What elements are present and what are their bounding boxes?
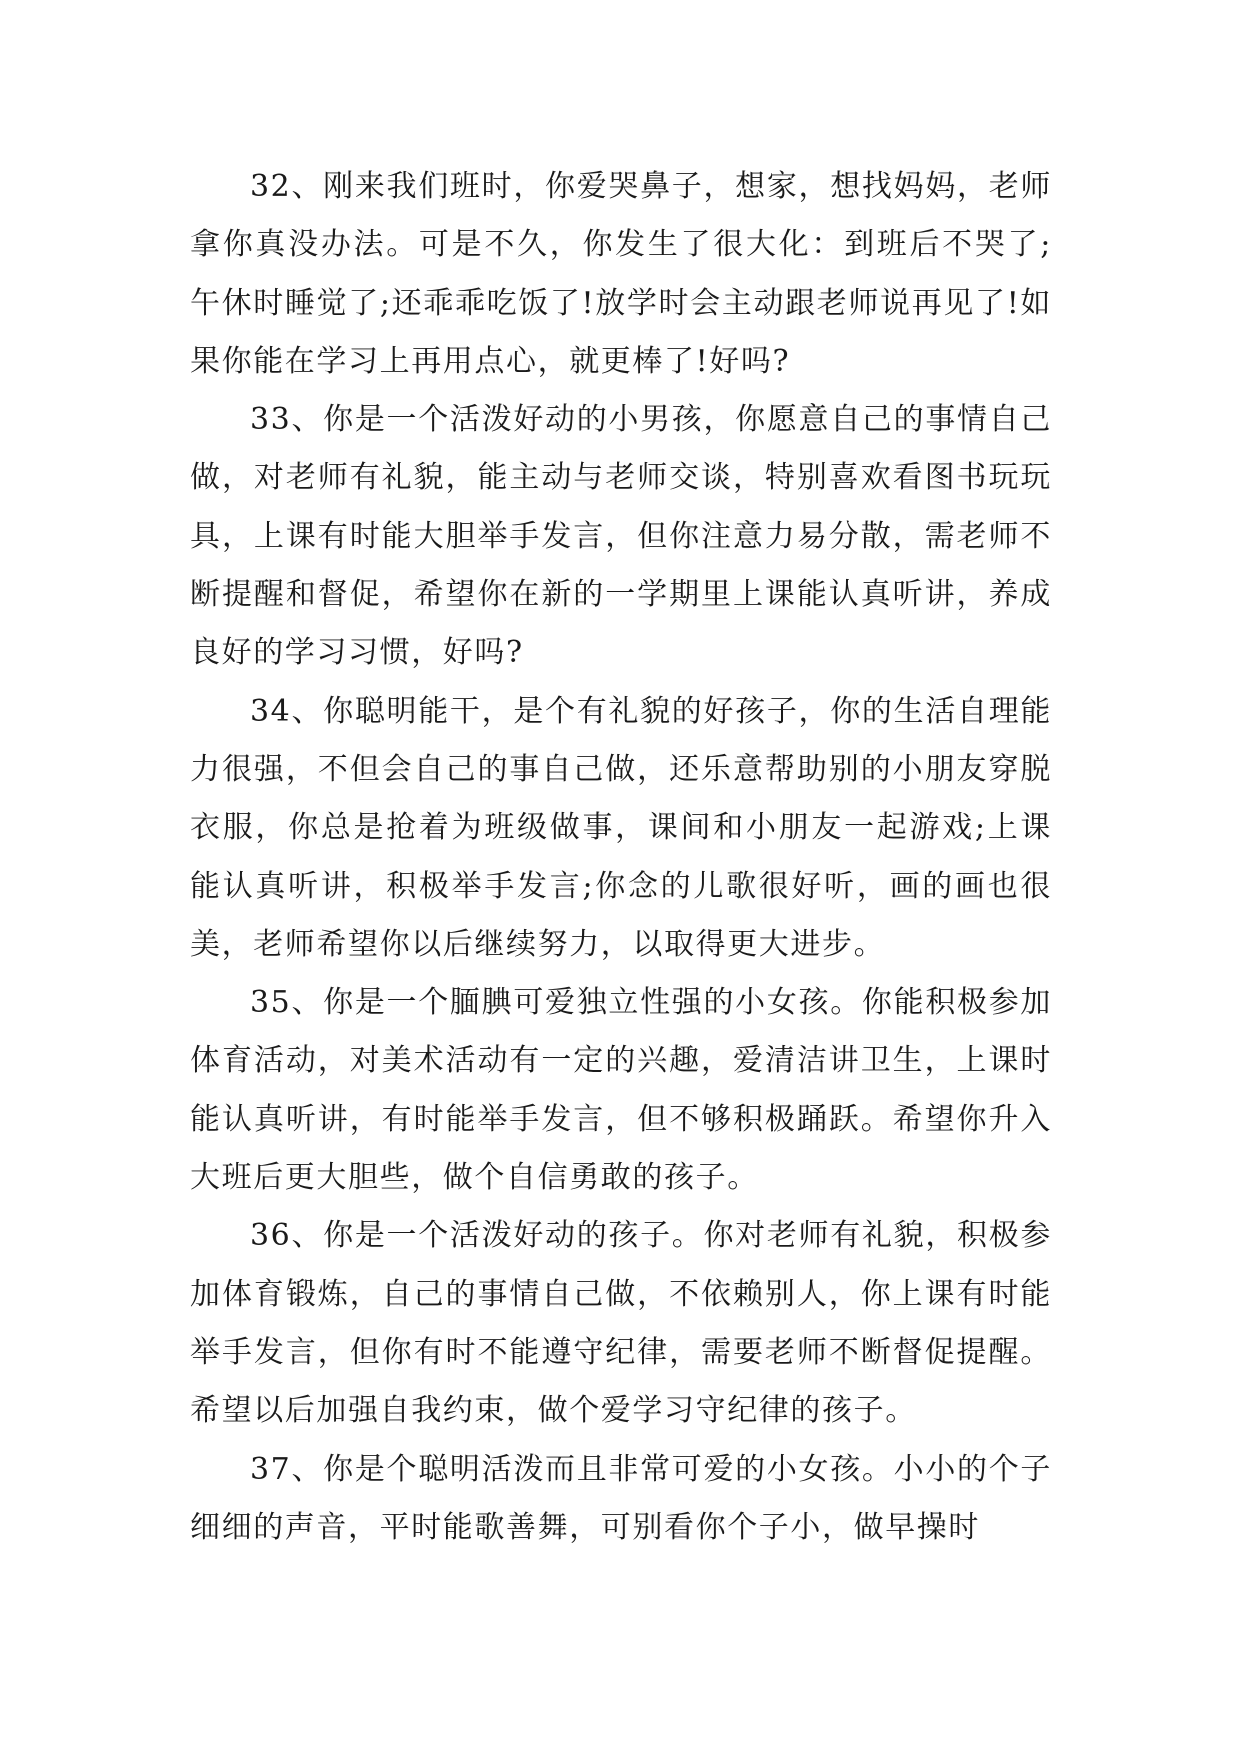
paragraph-36: 36、你是一个活泼好动的孩子。你对老师有礼貌，积极参加体育锻炼，自己的事情自己做，不依赖别人，你上课有时能举手发言，但你有时不能遵守纪律，需要老师不断督促提醒。希望以后加强自我约束，做个爱学习守纪律的孩子。 [190, 1218, 1052, 1429]
paragraph-32: 32、刚来我们班时，你爱哭鼻子，想家，想找妈妈，老师拿你真没办法。可是不久，你发生了很大化：到班后不哭了;午休时睡觉了;还乖乖吃饭了!放学时会主动跟老师说再见了!如果你能在学习上再用点心，就更棒了!好吗? [190, 169, 1052, 379]
paragraph-33: 33、你是一个活泼好动的小男孩，你愿意自己的事情自己做，对老师有礼貌，能主动与老师交谈，特别喜欢看图书玩玩具，上课有时能大胆举手发言，但你注意力易分散，需老师不断提醒和督促，希望你在新的一学期里上课能认真听讲，养成良好的学习习惯，好吗? [190, 402, 1052, 671]
document-body [190, 158, 1052, 1557]
paragraph-34: 34、你聪明能干，是个有礼貌的好孩子，你的生活自理能力很强，不但会自己的事自己做，还乐意帮助别的小朋友穿脱衣服，你总是抢着为班级做事，课间和小朋友一起游戏;上课能认真听讲，积极举手发言;你念的儿歌很好听，画的画也很美，老师希望你以后继续努力，以取得更大进步。 [190, 693, 1052, 962]
paragraph-35: 35、你是一个腼腆可爱独立性强的小女孩。你能积极参加体育活动，对美术活动有一定的兴趣，爱清洁讲卫生，上课时能认真听讲，有时能举手发言，但不够积极踊跃。希望你升入大班后更大胆些，做个自信勇敢的孩子。 [190, 985, 1052, 1196]
paragraph-37: 37、你是个聪明活泼而且非常可爱的小女孩。小小的个子细细的声音，平时能歌善舞，可别看你个子小，做早操时 [190, 1451, 1052, 1545]
